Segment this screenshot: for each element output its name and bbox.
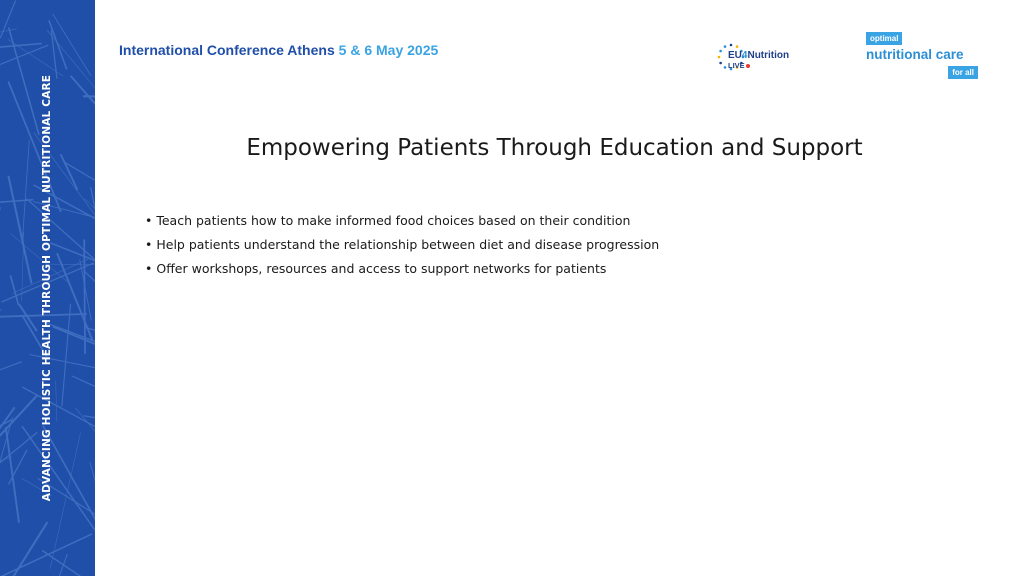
conference-date: 5 & 6 May 2025: [338, 42, 439, 58]
bullet-item: • Offer workshops, resources and access to support networks for patients: [145, 260, 659, 284]
onc-optimal-tag: optimal: [866, 32, 902, 45]
eu-live-label: [728, 61, 750, 70]
bullet-item: • Teach patients how to make informed food choices based on their condition: [145, 212, 659, 236]
eu4nutrition-wordmark: [728, 50, 789, 61]
sidebar-vertical-text: ADVANCING HOLISTIC HEALTH THROUGH OPTIMAL NUTRITIONAL CARE: [41, 74, 53, 502]
eu-four: 4: [741, 50, 748, 61]
conference-title: [119, 42, 438, 58]
bullet-list: [145, 212, 659, 284]
live-dot-icon: [746, 64, 750, 68]
eu-live-text: LIVE: [728, 61, 745, 70]
sidebar-band: [0, 0, 95, 576]
bullet-item: • Help patients understand the relationship between diet and disease progression: [145, 236, 659, 260]
onc-main-text: nutritional care: [866, 47, 964, 62]
slide-title: Empowering Patients Through Education and Support: [246, 135, 863, 161]
eu-label: EU: [728, 50, 742, 61]
eu4nutrition-logo: [716, 42, 816, 72]
optimal-nutritional-care-logo: [866, 32, 980, 80]
onc-forall-tag: for all: [948, 66, 978, 79]
conference-name: International Conference Athens: [119, 42, 335, 58]
eu-nutrition-label: Nutrition: [747, 50, 790, 61]
